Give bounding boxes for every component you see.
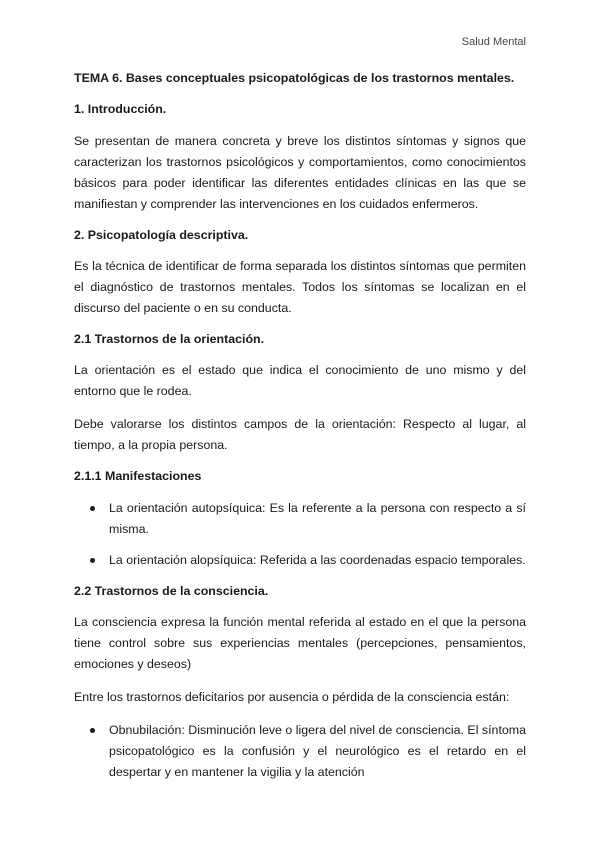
list-item-text: La orientación alopsíquica: Referida a las coordenadas espacio temporales. xyxy=(109,552,526,567)
list-item xyxy=(74,550,526,571)
heading-orientacion: 2.1 Trastornos de la orientación. xyxy=(74,332,265,347)
paragraph-introduccion: Se presentan de manera concreta y breve los distintos síntomas y signos que caracterizan los trastornos psicológicos y comportamientos, como conocimientos básicos para poder identificar las diferentes entidades clínicas en las que se manifiestan y comprender las intervenciones en los cuidados enfermeros. xyxy=(74,133,526,211)
heading-manifestaciones: 2.1.1 Manifestaciones xyxy=(74,469,202,484)
heading-psicopatologia: 2. Psicopatología descriptiva. xyxy=(74,227,249,242)
document-title: TEMA 6. Bases conceptuales psicopatológicas de los trastornos mentales. xyxy=(74,71,515,85)
list-trastornos-consciencia xyxy=(74,720,526,783)
running-header: Salud Mental xyxy=(461,36,526,48)
list-manifestaciones xyxy=(74,498,526,571)
paragraph-orientacion-1: La orientación es el estado que indica el conocimiento de uno mismo y del entorno que le rodea. xyxy=(74,363,526,399)
bullet-icon xyxy=(90,558,95,563)
list-item xyxy=(74,498,526,540)
document-body xyxy=(74,70,526,795)
paragraph-psicopatologia: Es la técnica de identificar de forma separada los distintos síntomas que permiten el diagnóstico de trastornos mentales. Todos los síntomas se localizan en el discurso del paciente o en su conducta. xyxy=(74,259,526,316)
list-item xyxy=(74,720,526,783)
paragraph-orientacion-2: Debe valorarse los distintos campos de la orientación: Respecto al lugar, al tiempo, a la propia persona. xyxy=(74,417,526,453)
list-item-text: La orientación autopsíquica: Es la referente a la persona con respecto a sí misma. xyxy=(109,500,526,536)
paragraph-consciencia-2: Entre los trastornos deficitarios por ausencia o pérdida de la consciencia están: xyxy=(74,690,510,705)
bullet-icon xyxy=(90,506,95,511)
paragraph-consciencia-1: La consciencia expresa la función mental referida al estado en el que la persona tiene control sobre sus experiencias mentales (percepciones, pensamientos, emociones y deseos) xyxy=(74,615,526,672)
heading-introduccion: 1. Introducción. xyxy=(74,102,167,117)
bullet-icon xyxy=(90,728,95,733)
list-item-text: Obnubilación: Disminución leve o ligera del nivel de consciencia. El síntoma psicopatológico es la confusión y el neurológico es el retardo en el despertar y en mantener la vigilia y la atención xyxy=(109,723,526,780)
heading-consciencia: 2.2 Trastornos de la consciencia. xyxy=(74,583,269,598)
